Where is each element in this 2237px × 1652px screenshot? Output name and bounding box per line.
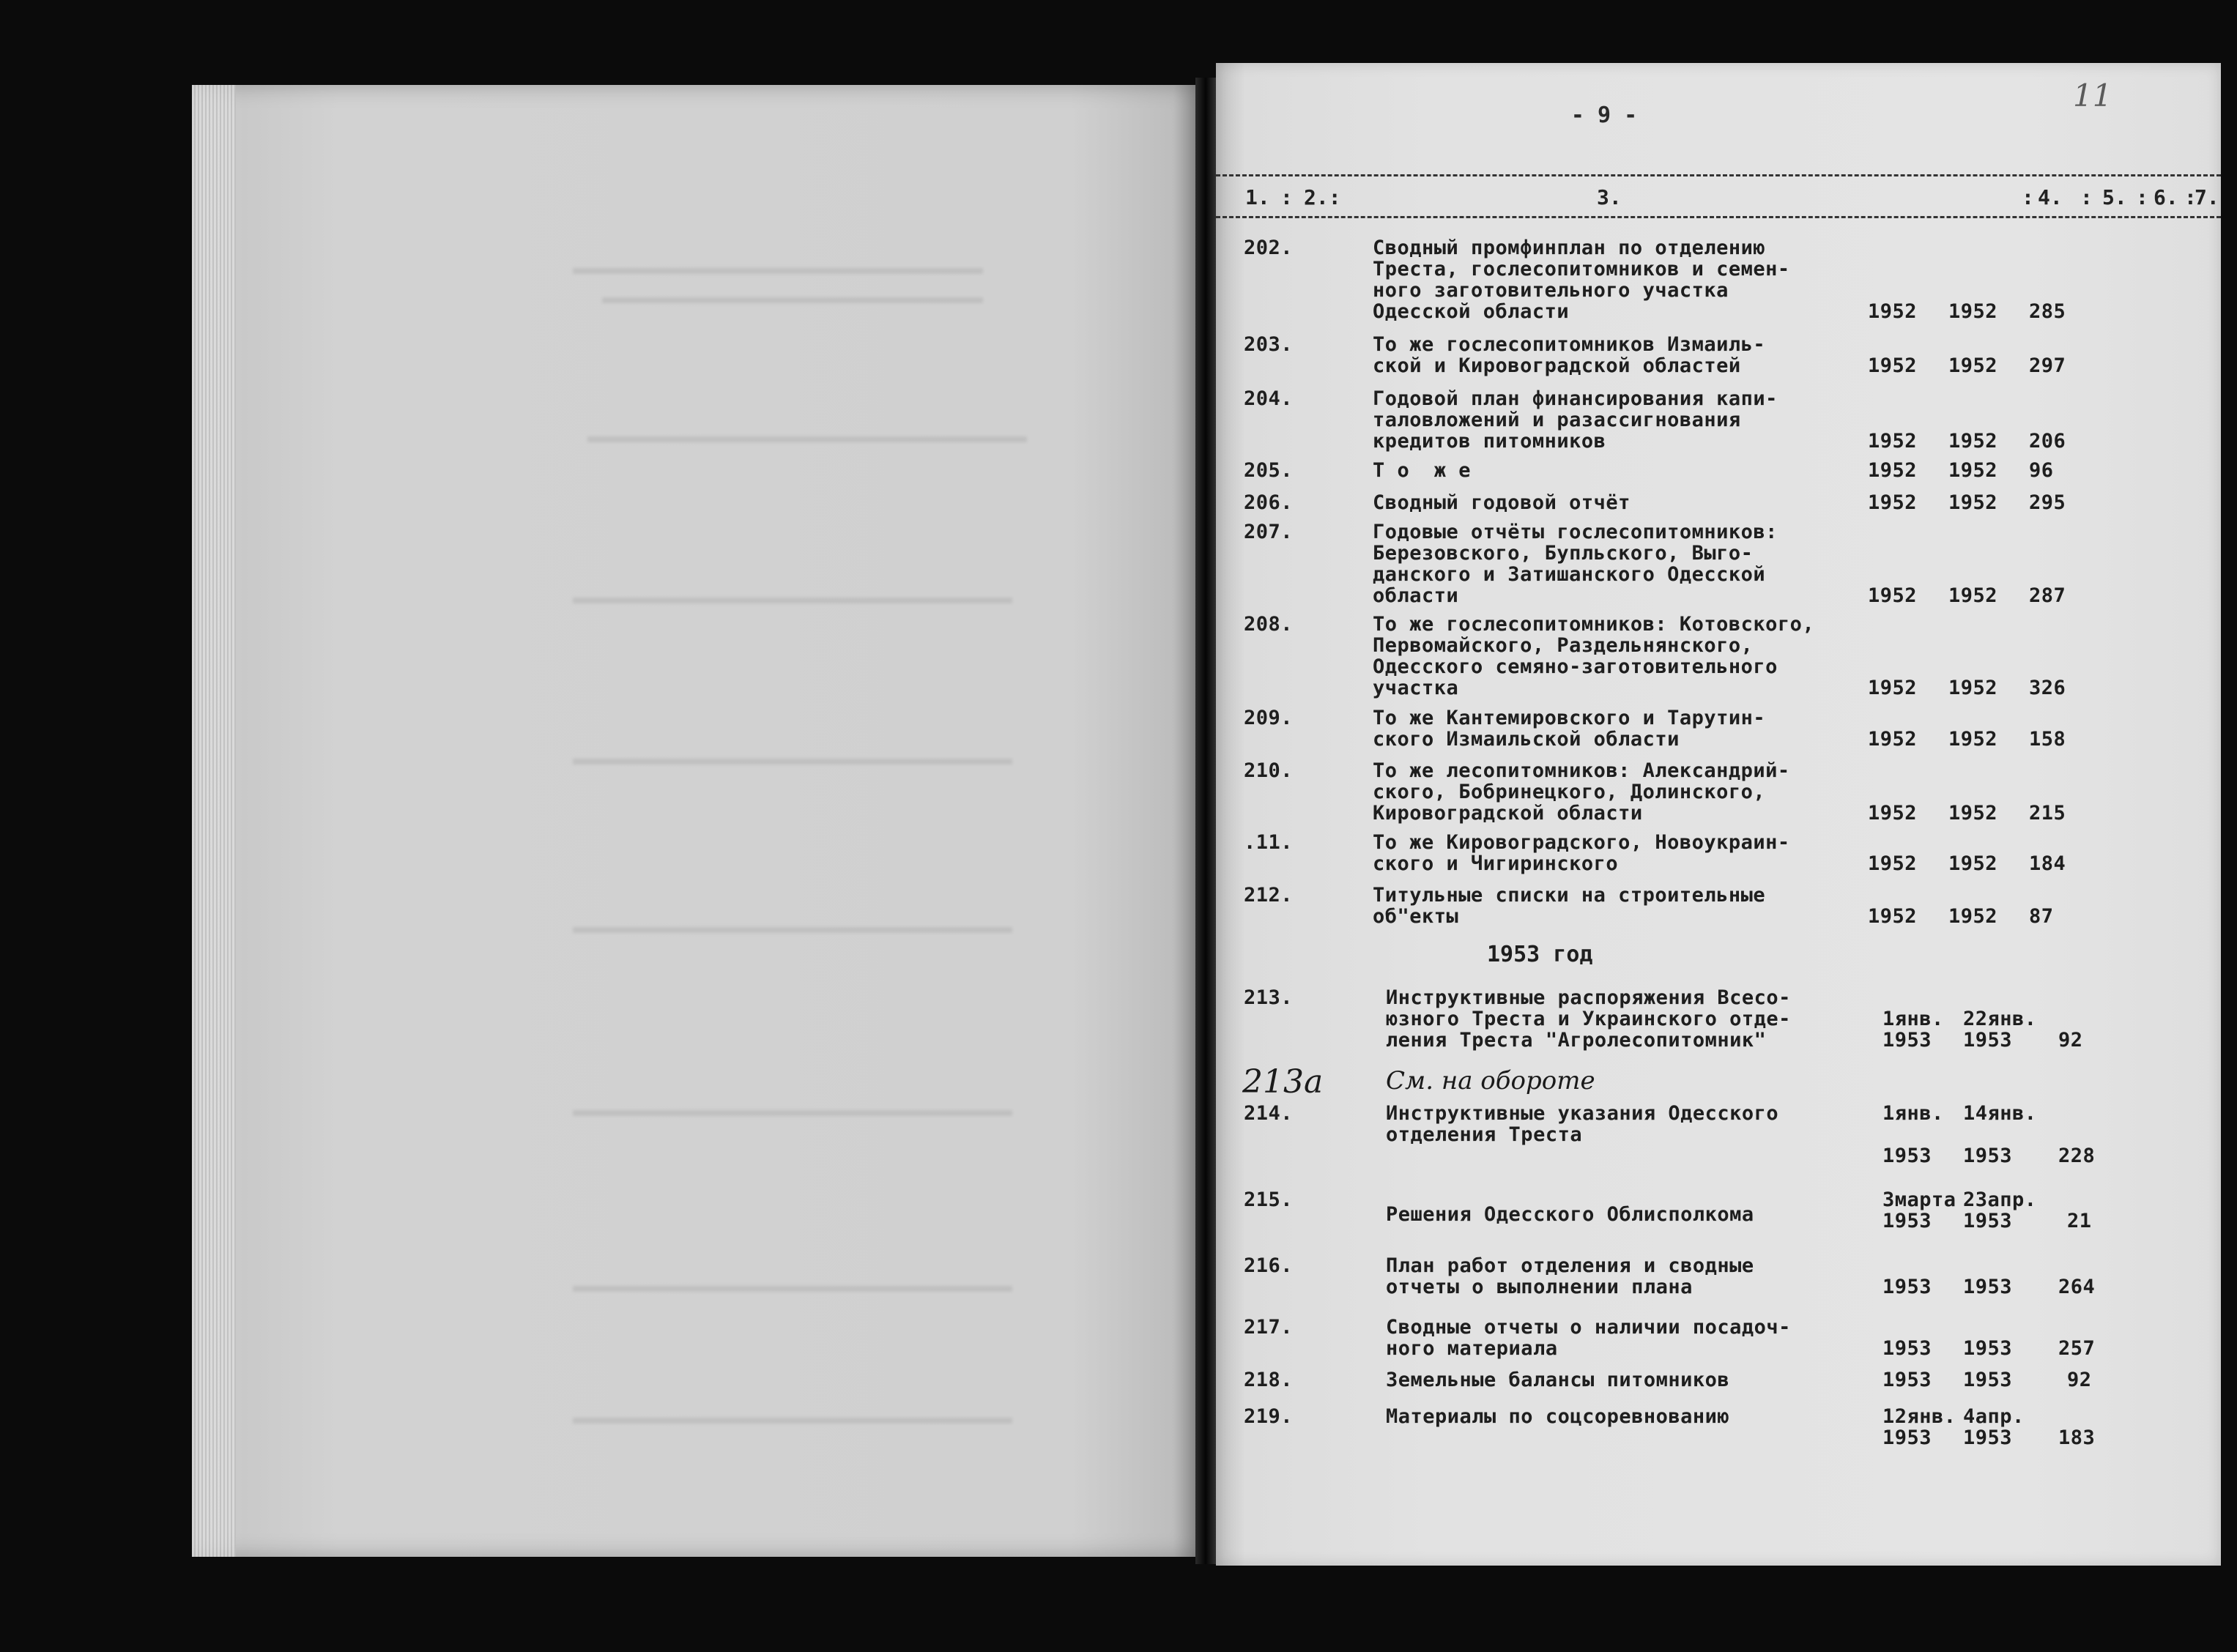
row-start-date: 1953 [1882,1337,1932,1360]
row-number: 213. [1244,986,1294,1009]
row-title: Т о ж е [1373,459,1472,482]
row-title: То же гослесопитомников Измаиль- ской и Кировоградской областей [1373,333,1766,377]
row-start-date: 1952 [1868,677,1918,699]
row-end-date: 1952 [1948,300,1998,323]
header-sep: : [2184,185,2197,209]
row-start-date: 1953 [1882,1276,1932,1298]
row-end-date: 1953 [1963,1276,2013,1298]
row-number: 208. [1244,613,1294,636]
row-start-date: 3марта 1953 [1882,1188,1956,1232]
row-end-date: 1952 [1948,491,1998,514]
row-end-date: 4апр. 1953 [1963,1405,2025,1449]
row-sheets: 183 [2058,1426,2096,1449]
row-title: Сводный годовой отчёт [1373,491,1631,514]
row-number: 207. [1244,521,1294,543]
row-start-date: 1952 [1868,584,1918,607]
row-title: То же гослесопитомников: Котовского, Первомайского, Раздельнянского, Одесского семяно-заготовительного участка [1373,613,1815,699]
row-end-date: 23апр. 1953 [1963,1188,2037,1232]
row-sheets: 326 [2029,677,2066,699]
row-title: Земельные балансы питомников [1386,1369,1730,1391]
left-page-verso [192,85,1195,1557]
header-col-5: 5. [2102,185,2127,209]
header-col-4: 4. [2038,185,2063,209]
row-sheets: 92 [2058,1029,2083,1052]
row-start-date: 1952 [1868,852,1918,875]
row-number: 219. [1244,1405,1294,1428]
year-heading: 1953 год [1487,942,1593,967]
row-end-date: 22янв. 1953 [1963,1008,2037,1052]
row-title: Годовые отчёты гослесопитомников: Березовского, Бупльского, Выго- данского и Затишанского Одесской области [1373,521,1778,607]
row-title: То же Кантемировского и Тарутин- ского Измаильской области [1373,707,1766,751]
row-start-date: 1953 [1882,1369,1932,1391]
row-title: Сводный промфинплан по отделению Треста, гослесопитомников и семен- ного заготовительного участка Одесской области [1373,237,1790,323]
row-start-date: 1янв. 1953 [1882,1102,1944,1167]
header-sep: : [2022,185,2034,209]
row-end-date: 1953 [1963,1369,2013,1391]
row-number: 217. [1244,1316,1294,1339]
open-book [192,63,2228,1586]
row-sheets: 158 [2029,728,2066,751]
header-col-6: 6. [2153,185,2178,209]
row-title: Инструктивные распоряжения Всесо- юзного Треста и Украинского отде- ления Треста "Агролесопитомник" [1386,986,1791,1052]
row-number: 218. [1244,1369,1294,1391]
bleed-through-line [573,268,983,274]
page-number: - 9 - [1570,103,1638,128]
header-col-3: 3. [1597,185,1622,209]
row-number: 202. [1244,237,1294,259]
row-end-date: 1952 [1948,802,1998,825]
row-number: 212. [1244,884,1294,907]
bleed-through-line [587,436,1027,442]
header-sep: : [2136,185,2148,209]
header-sep: : [1280,185,1293,209]
row-start-date: 1янв. 1953 [1882,1008,1944,1052]
bleed-through-line [573,1418,1012,1424]
row-number: 203. [1244,333,1294,356]
row-end-date: 1952 [1948,354,1998,377]
row-sheets: 228 [2058,1145,2096,1167]
row-end-date: 14янв. 1953 [1963,1102,2037,1167]
row-sheets: 297 [2029,354,2066,377]
row-start-date: 1952 [1868,905,1918,928]
row-sheets: 206 [2029,430,2066,453]
row-start-date: 1952 [1868,300,1918,323]
row-sheets: 257 [2058,1337,2096,1360]
bleed-through-line [573,598,1012,603]
row-start-date: 1952 [1868,430,1918,453]
bleed-through-line [602,297,983,303]
handwritten-note: См. на обороте [1386,1066,1595,1095]
handwritten-213a: 213а [1242,1063,1324,1101]
row-end-date: 1952 [1948,459,1998,482]
row-title: То же Кировоградского, Новоукраин- ского и Чигиринского [1373,831,1790,875]
row-sheets: 264 [2058,1276,2096,1298]
row-end-date: 1952 [1948,852,1998,875]
bleed-through-line [573,1110,1012,1116]
bleed-through-line [573,759,1012,764]
row-start-date: 1952 [1868,728,1918,751]
row-title: Материалы по соцсоревнованию [1386,1405,1730,1428]
row-title: Инструктивные указания Одесского отделения Треста [1386,1102,1779,1146]
header-col-1: 1. [1245,185,1270,209]
row-start-date: 1952 [1868,802,1918,825]
header-sep: : [2080,185,2093,209]
header-col-2: 2.: [1304,185,1341,209]
row-start-date: 1952 [1868,459,1918,482]
row-start-date: 1952 [1868,354,1918,377]
row-title: Титульные списки на строительные об"екты [1373,884,1766,928]
book-spine [1195,78,1216,1564]
row-number: 204. [1244,387,1294,410]
row-number: 205. [1244,459,1294,482]
row-sheets: 285 [2029,300,2066,323]
row-sheets: 92 [2067,1369,2092,1391]
page-edges [192,85,236,1557]
row-title: Решения Одесского Облисполкома [1386,1203,1754,1226]
row-end-date: 1953 [1963,1337,2013,1360]
row-number: 216. [1244,1254,1294,1277]
row-title: Годовой план финансирования капи- таловложений и разассигнования кредитов питомников [1373,387,1778,453]
row-start-date: 1952 [1868,491,1918,514]
row-sheets: 287 [2029,584,2066,607]
corner-annotation: 11 [2073,78,2112,114]
row-title: То же лесопитомников: Александрий- ского, Бобринецкого, Долинского, Кировоградской области [1373,759,1790,825]
row-sheets: 184 [2029,852,2066,875]
row-sheets: 215 [2029,802,2066,825]
row-end-date: 1952 [1948,728,1998,751]
table-header [1216,174,2221,218]
row-end-date: 1952 [1948,430,1998,453]
row-title: План работ отделения и сводные отчеты о выполнении плана [1386,1254,1754,1298]
row-start-date: 12янв. 1953 [1882,1405,1956,1449]
row-sheets: 295 [2029,491,2066,514]
row-title: Сводные отчеты о наличии посадоч- ного материала [1386,1316,1791,1360]
row-end-date: 1952 [1948,584,1998,607]
row-number: 214. [1244,1102,1294,1125]
row-number: 210. [1244,759,1294,782]
row-number: 206. [1244,491,1294,514]
header-col-7: 7. [2195,185,2219,209]
row-sheets: 21 [2067,1210,2092,1232]
row-number: 209. [1244,707,1294,729]
row-sheets: 87 [2029,905,2054,928]
right-page [1216,63,2221,1566]
row-end-date: 1952 [1948,677,1998,699]
row-number: 215. [1244,1188,1294,1211]
bleed-through-line [573,1286,1012,1292]
bleed-through-line [573,927,1012,933]
row-number: .11. [1244,831,1294,854]
row-sheets: 96 [2029,459,2054,482]
row-end-date: 1952 [1948,905,1998,928]
